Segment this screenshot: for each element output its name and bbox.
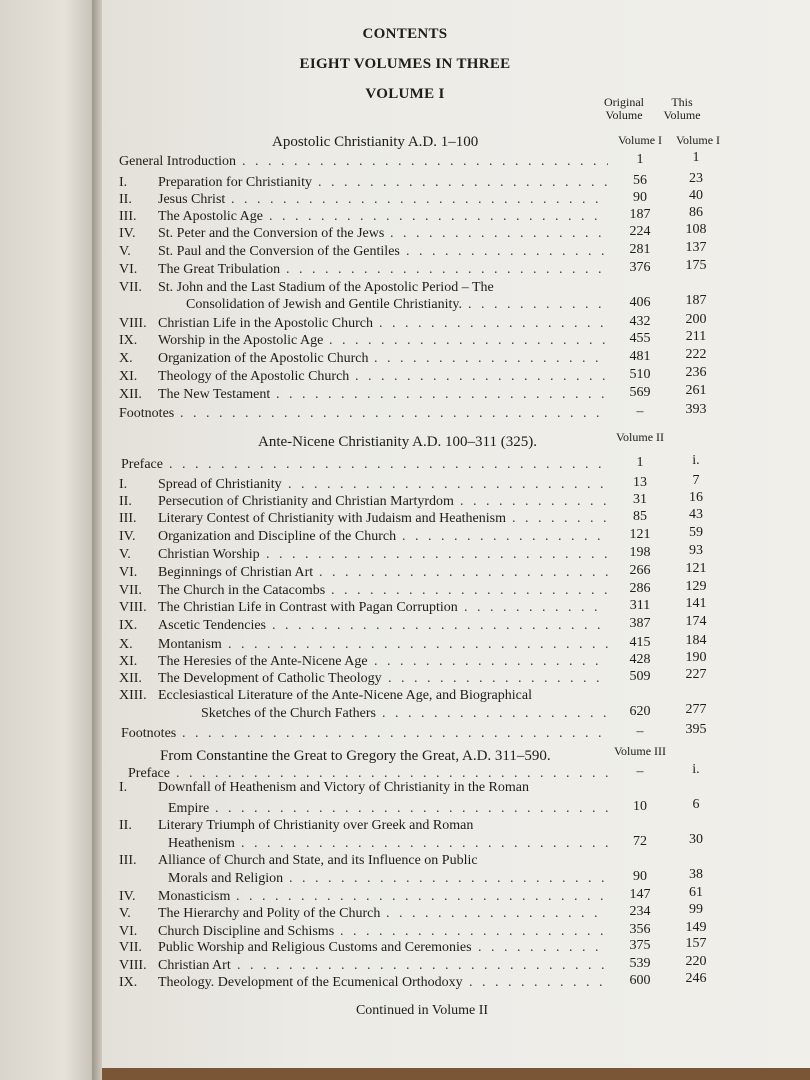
dot-leader [266,547,608,563]
section1-this-volume-page: 187 [685,293,707,308]
section2-this-volume-page: 184 [685,633,707,648]
section1-entry-title: Consolidation of Jewish and Gentile Christianity. [186,297,462,312]
dot-leader [242,154,608,170]
section2-entry-number: XIII. [119,688,147,703]
section1-original-page: – [636,404,644,419]
section2-this-volume-page: 141 [685,596,707,611]
dot-leader [329,333,608,349]
dot-leader [272,618,608,634]
section2-original-page: 415 [629,635,651,650]
section2-this-volume-page: 129 [685,579,707,594]
dot-leader [231,192,608,208]
dot-leader [355,369,608,385]
section2-entry-number: VI. [119,565,138,580]
section1-entry-number: II. [119,192,132,207]
dot-leader [386,906,608,922]
section2-original-page: 620 [629,704,651,719]
dot-leader [228,637,608,653]
this-label: This [671,95,693,109]
dot-leader [460,494,608,510]
section1-original-page: 1 [636,152,644,167]
dot-leader [469,975,608,991]
section1-entry-title: General Introduction [119,154,237,169]
dot-leader [374,351,608,367]
continued-note: Continued in Volume II [355,1003,489,1018]
section3-entry-title: Literary Triumph of Christianity over Greek and Roman [158,818,474,833]
dot-leader [468,297,608,313]
this-volume-column-header [654,96,710,122]
dot-leader [182,726,608,742]
dot-leader [288,477,608,493]
section3-this-volume-page: 149 [685,920,707,935]
section3-this-volume-page: 246 [685,971,707,986]
section1-entry-title: The New Testament [158,387,271,402]
section2-original-page: 1 [636,455,644,470]
section2-entry-title: Ascetic Tendencies [158,618,266,633]
section1-entry-number: IX. [119,333,138,348]
section1-original-page: 90 [633,190,647,205]
original-label: Original [604,95,644,109]
section1-original-page: 376 [629,260,651,275]
volume-label: Volume [663,108,701,122]
section1-this-volume-page: 211 [685,329,707,344]
section1-entry-title: Worship in the Apostolic Age [158,333,324,348]
section2-this-volume-page: 227 [685,667,707,682]
section2-entry-title: Preface [121,457,163,472]
section1-entry-title: Theology of the Apostolic Church [158,369,350,384]
dot-leader [382,706,608,722]
section2-this-volume-page: 174 [685,614,707,629]
section2-original-page: 387 [629,616,651,631]
dot-leader [512,511,608,527]
section3-entry-title: Downfall of Heathenism and Victory of Christianity in the Roman [158,780,529,795]
section1-entry-number: I. [119,175,128,190]
section2-this-volume-page: 43 [689,507,703,522]
section1-this-volume-page: 1 [692,150,700,165]
section3-entry-number: IV. [119,889,136,904]
section1-entry-number: XII. [119,387,142,402]
section2-entry-number: V. [119,547,131,562]
section1-entry-title: Preparation for Christianity [158,175,312,190]
section3-title: From Constantine the Great to Gregory the Great, A.D. 311–590. [160,748,551,764]
section1-original-page: 481 [629,349,651,364]
section1-entry-title: Jesus Christ [158,192,226,207]
section3-original-page: 539 [629,956,651,971]
section1-entry-number: V. [119,244,131,259]
section2-entry-title: The Christian Life in Contrast with Pagan Corruption [158,600,458,615]
section2-entry-title: Organization and Discipline of the Church [158,529,397,544]
section2-entry-title: Spread of Christianity [158,477,282,492]
section1-entry-number: VIII. [119,316,147,331]
section2-entry-title: Montanism [158,637,222,652]
section2-entry-title: Beginnings of Christian Art [158,565,314,580]
dot-leader [289,871,608,887]
section1-this-volume-page: 137 [685,240,707,255]
section3-original-page: – [636,764,644,779]
section1-this-volume-page: 175 [685,258,707,273]
dot-leader [379,316,608,332]
section1-original-page: 432 [629,314,651,329]
dot-leader [237,958,608,974]
section3-this-volume-page: 61 [689,885,703,900]
section1-entry-title: St. Peter and the Conversion of the Jews [158,226,385,241]
dot-leader [388,671,608,687]
section1-original-page: 56 [633,173,647,188]
section1-entry-number: XI. [119,369,138,384]
section3-this-volume-page: 30 [689,832,703,847]
section2-entry-number: VII. [119,583,142,598]
book-gutter [92,0,102,1080]
section1-original-page: 281 [629,242,651,257]
volume-label: Volume [605,108,643,122]
section1-entry-number: VI. [119,262,138,277]
dot-leader [169,457,608,473]
section2-entry-number: III. [119,511,137,526]
dot-leader [236,889,608,905]
section3-this-volume-page: 157 [685,936,707,951]
section1-entry-number: X. [119,351,133,366]
section3-this-volume-page: 220 [685,954,707,969]
section3-this-volume-page: i. [692,762,700,777]
section3-entry-title: Heathenism [168,836,235,851]
section1-title: Apostolic Christianity A.D. 1–100 [272,134,479,150]
dot-leader [215,801,608,817]
section2-this-volume-page: 16 [689,490,703,505]
section1-this-volume-label: Volume I [675,133,721,147]
section1-entry-title: The Apostolic Age [158,209,263,224]
section2-title: Ante-Nicene Christianity A.D. 100–311 (325). [258,434,537,450]
section1-entry-number: III. [119,209,137,224]
section3-entry-number: VII. [119,940,142,955]
section2-entry-title: Sketches of the Church Fathers [201,706,376,721]
section3-entry-title: Preface [128,766,170,781]
section2-original-volume-label: Volume II [615,430,665,444]
section3-entry-number: II. [119,818,132,833]
dot-leader [402,529,608,545]
section1-original-page: 510 [629,367,651,382]
section3-original-page: 234 [629,904,651,919]
section3-original-page: 375 [629,938,651,953]
section3-original-page: 10 [633,799,647,814]
contents-page [102,0,810,1068]
section2-entry-number: XII. [119,671,142,686]
section2-original-page: 13 [633,475,647,490]
section3-entry-title: The Hierarchy and Polity of the Church [158,906,381,921]
section2-original-page: 266 [629,563,651,578]
section2-original-page: – [636,724,644,739]
section2-entry-number: I. [119,477,128,492]
dot-leader [318,175,608,191]
section2-entry-title: Ecclesiastical Literature of the Ante-Nicene Age, and Biographical [158,688,532,703]
section1-this-volume-page: 200 [685,312,707,327]
section3-this-volume-page: 38 [689,867,703,882]
section3-original-page: 356 [629,922,651,937]
section3-original-page: 600 [629,973,651,988]
section2-entry-number: IX. [119,618,138,633]
original-volume-column-header [596,96,652,122]
section2-this-volume-page: 93 [689,543,703,558]
section3-original-volume-label: Volume III [613,744,667,758]
section1-this-volume-page: 40 [689,188,703,203]
section1-original-page: 187 [629,207,651,222]
section3-entry-title: Public Worship and Religious Customs and Ceremonies [158,940,472,955]
section2-entry-title: Literary Contest of Christianity with Judaism and Heathenism [158,511,506,526]
section3-this-volume-page: 6 [692,797,700,812]
section2-entry-title: The Church in the Catacombs [158,583,326,598]
section1-entry-title: Footnotes [119,406,175,421]
section2-original-page: 428 [629,652,651,667]
section3-entry-number: I. [119,780,128,795]
dot-leader [286,262,608,278]
section3-entry-number: IX. [119,975,138,990]
section2-entry-title: Persecution of Christianity and Christian Martyrdom [158,494,454,509]
dot-leader [319,565,608,581]
volume-heading: VOLUME I [365,86,445,102]
dot-leader [406,244,608,260]
section1-entry-title: Organization of the Apostolic Church [158,351,369,366]
section3-entry-title: Morals and Religion [168,871,284,886]
section1-entry-title: St. Paul and the Conversion of the Gentiles [158,244,400,259]
section2-entry-title: The Heresies of the Ante-Nicene Age [158,654,368,669]
section3-entry-number: V. [119,906,131,921]
section2-entry-title: Footnotes [121,726,177,741]
section2-entry-title: Christian Worship [158,547,260,562]
section1-this-volume-page: 393 [685,402,707,417]
section2-this-volume-page: 121 [685,561,707,576]
section1-this-volume-page: 23 [689,171,703,186]
section2-entry-number: VIII. [119,600,147,615]
dot-leader [276,387,608,403]
section1-this-volume-page: 222 [685,347,707,362]
section2-this-volume-page: 190 [685,650,707,665]
section3-entry-number: III. [119,853,137,868]
section1-original-volume-label: Volume I [617,133,663,147]
section2-entry-number: IV. [119,529,136,544]
section1-original-page: 569 [629,385,651,400]
section1-this-volume-page: 261 [685,383,707,398]
section3-entry-title: Theology. Development of the Ecumenical Orthodoxy [158,975,463,990]
section2-this-volume-page: 395 [685,722,707,737]
eight-volumes-heading: EIGHT VOLUMES IN THREE [299,56,511,72]
section3-original-page: 72 [633,834,647,849]
section2-original-page: 311 [629,598,651,613]
section3-entry-number: VI. [119,924,138,939]
section2-entry-number: II. [119,494,132,509]
section3-entry-number: VIII. [119,958,147,973]
section3-this-volume-page: 99 [689,902,703,917]
section3-original-page: 147 [629,887,651,902]
section2-entry-number: X. [119,637,133,652]
section3-entry-title: Church Discipline and Schisms [158,924,335,939]
section2-original-page: 198 [629,545,651,560]
section1-original-page: 455 [629,331,651,346]
section1-this-volume-page: 86 [689,205,703,220]
dot-leader [340,924,608,940]
section3-entry-title: Alliance of Church and State, and its Influence on Public [158,853,478,868]
section2-this-volume-page: i. [692,453,700,468]
section1-this-volume-page: 236 [685,365,707,380]
dot-leader [180,406,608,422]
dot-leader [390,226,608,242]
facing-page [0,0,92,1080]
dot-leader [478,940,608,956]
section2-entry-number: XI. [119,654,138,669]
section1-entry-title: Christian Life in the Apostolic Church [158,316,374,331]
section3-original-page: 90 [633,869,647,884]
dot-leader [241,836,608,852]
section1-entry-title: The Great Tribulation [158,262,281,277]
section3-entry-title: Monasticism [158,889,231,904]
section1-original-page: 224 [629,224,651,239]
section2-this-volume-page: 7 [692,473,700,488]
section2-original-page: 85 [633,509,647,524]
section1-entry-number: VII. [119,280,142,295]
section2-this-volume-page: 59 [689,525,703,540]
section2-original-page: 31 [633,492,647,507]
dot-leader [464,600,608,616]
section2-entry-title: The Development of Catholic Theology [158,671,382,686]
section2-this-volume-page: 277 [685,702,707,717]
section2-original-page: 121 [629,527,651,542]
section1-this-volume-page: 108 [685,222,707,237]
section3-entry-title: Empire [168,801,210,816]
section2-original-page: 286 [629,581,651,596]
dot-leader [331,583,608,599]
section1-original-page: 406 [629,295,651,310]
contents-heading: CONTENTS [362,26,448,42]
dot-leader [269,209,608,225]
dot-leader [374,654,608,670]
section3-entry-title: Christian Art [158,958,231,973]
section2-original-page: 509 [629,669,651,684]
section1-entry-title: St. John and the Last Stadium of the Apostolic Period – The [158,280,494,295]
section1-entry-number: IV. [119,226,136,241]
